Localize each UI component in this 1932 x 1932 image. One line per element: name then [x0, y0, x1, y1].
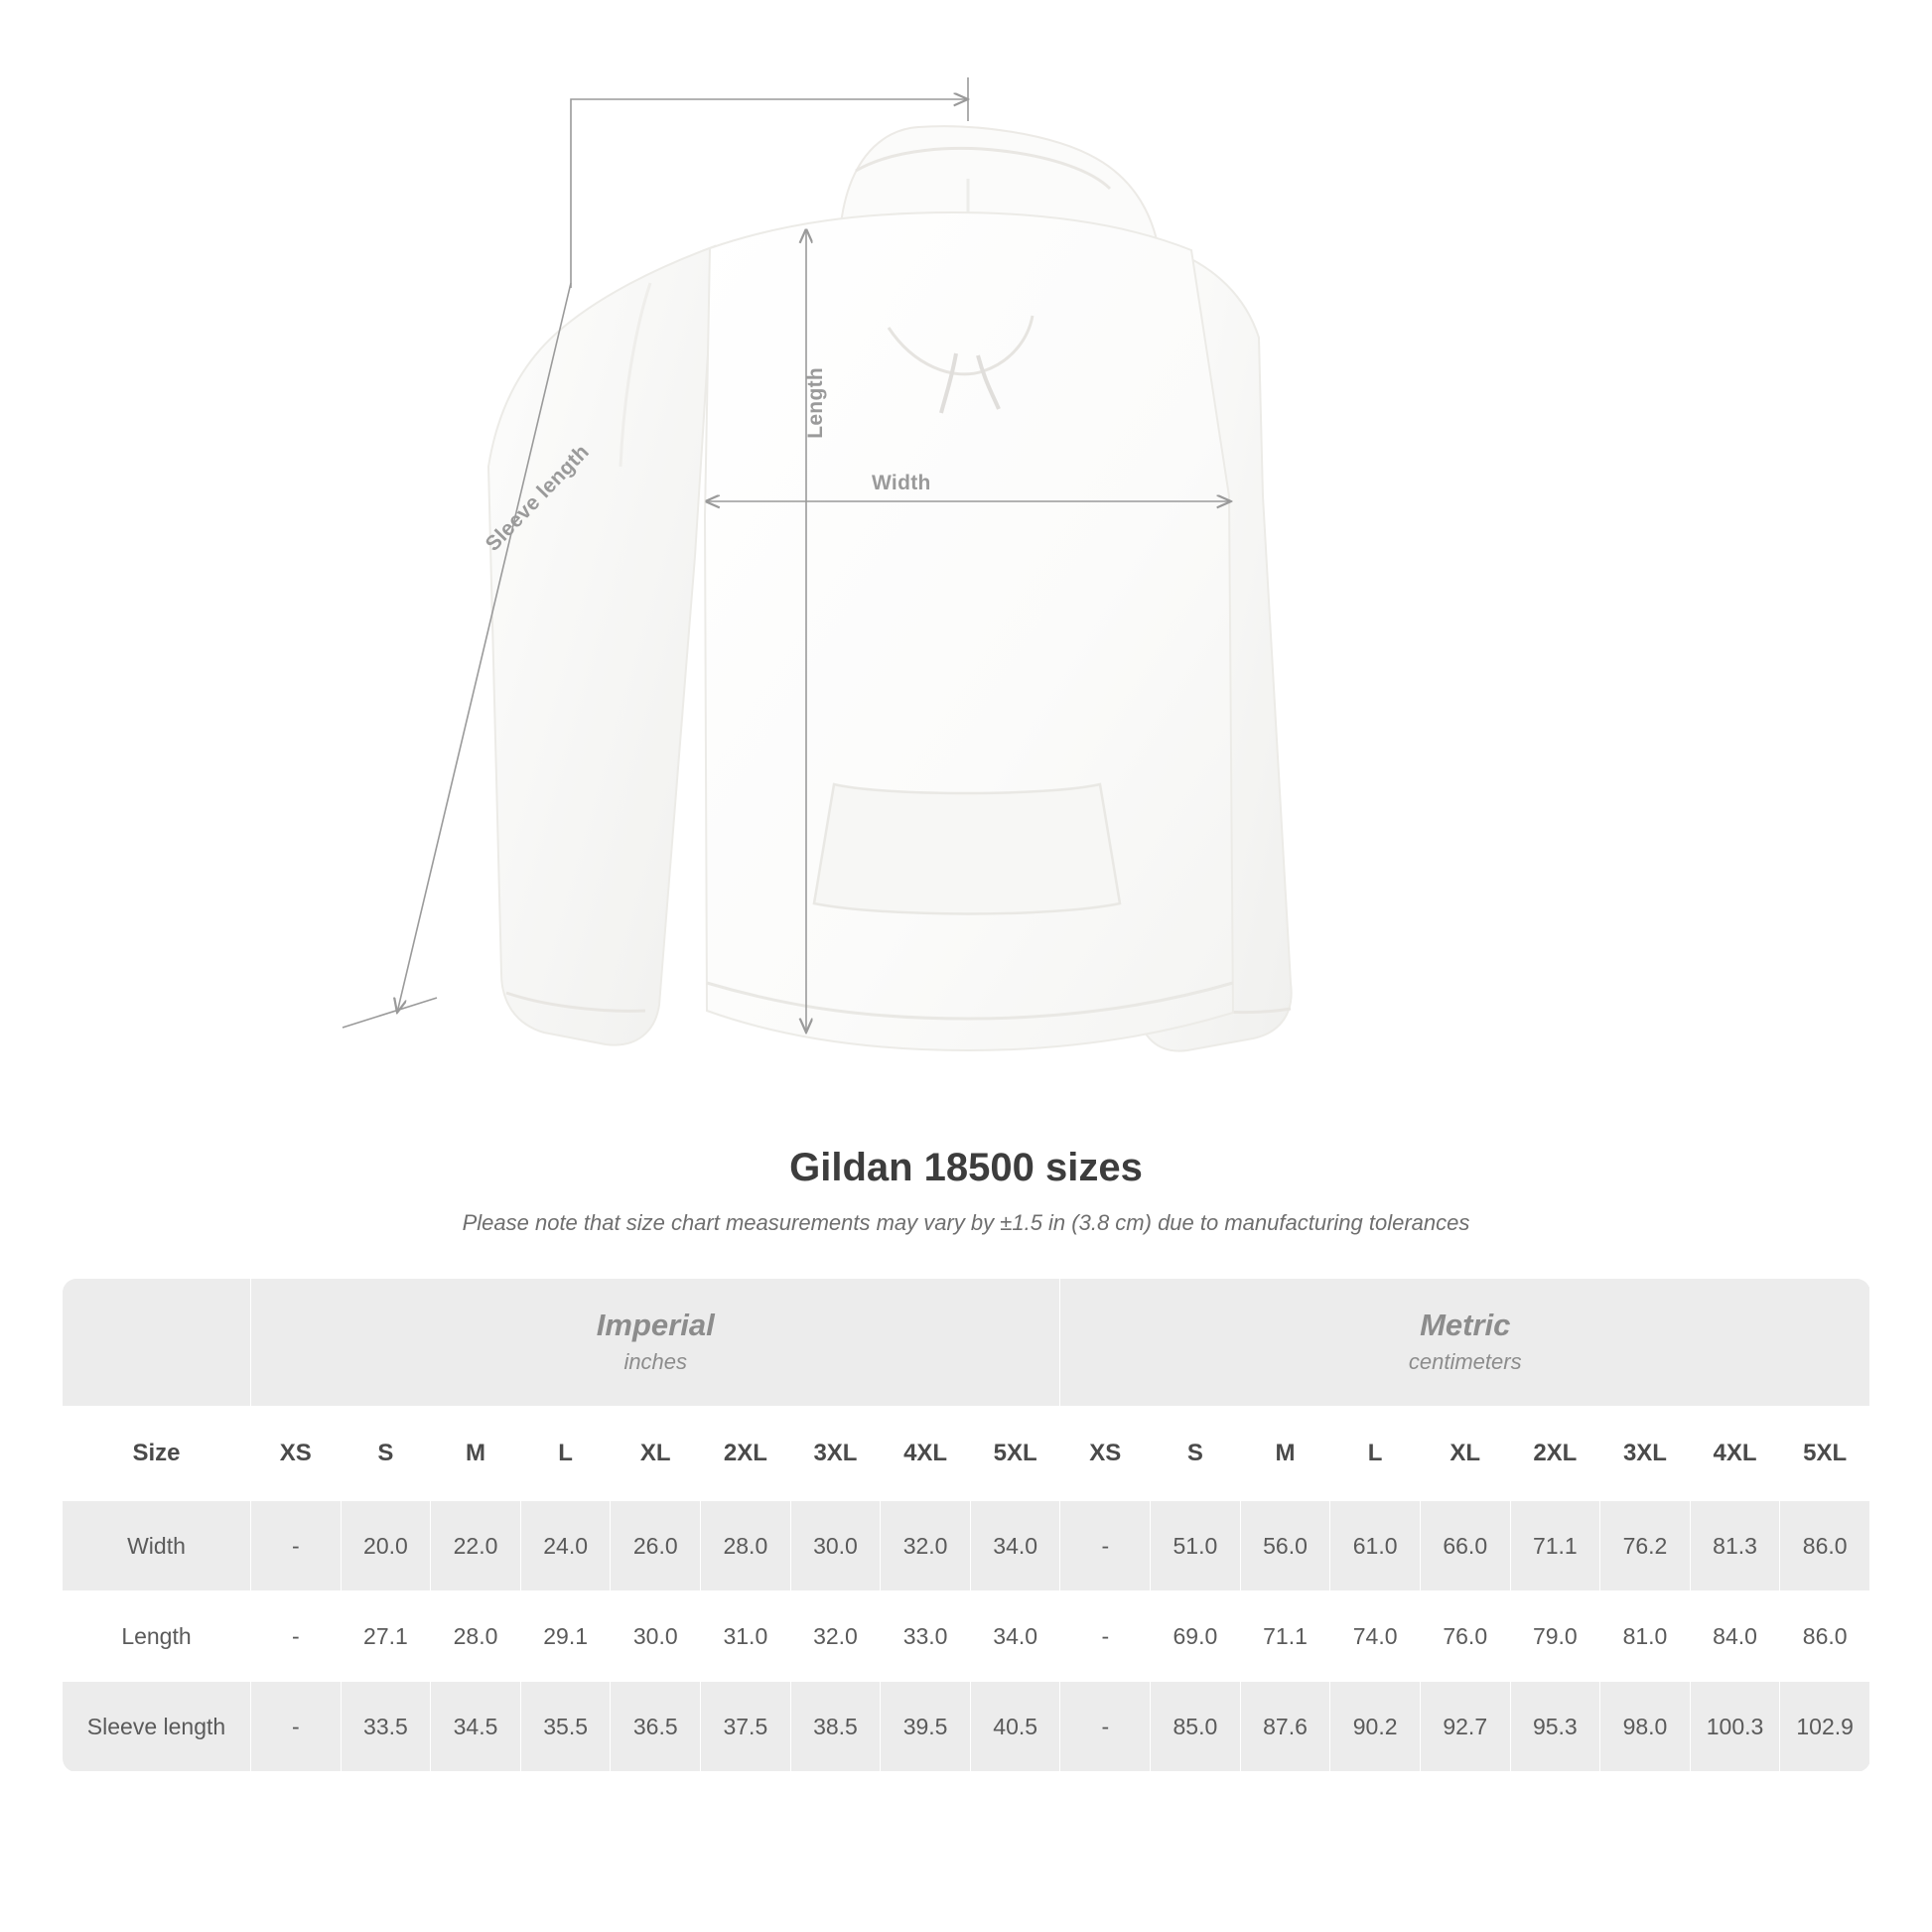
cell-length-imp-1: 27.1 [341, 1591, 431, 1682]
cell-width-met-8: 86.0 [1780, 1501, 1870, 1591]
cell-length-met-3: 74.0 [1330, 1591, 1421, 1682]
cell-sleeve-imp-4: 36.5 [611, 1682, 701, 1772]
size-cell-met-5: 2XL [1510, 1407, 1600, 1501]
cell-length-met-4: 76.0 [1420, 1591, 1510, 1682]
cell-sleeve-met-1: 85.0 [1151, 1682, 1241, 1772]
size-cell-imp-7: 4XL [881, 1407, 971, 1501]
cell-width-imp-5: 28.0 [701, 1501, 791, 1591]
cell-length-imp-2: 28.0 [431, 1591, 521, 1682]
metric-unit-name: Metric [1420, 1308, 1511, 1343]
metric-unit-cell [1060, 1279, 1870, 1407]
cell-sleeve-met-5: 95.3 [1510, 1682, 1600, 1772]
size-cell-imp-5: 2XL [701, 1407, 791, 1501]
cell-sleeve-imp-0: - [251, 1682, 342, 1772]
size-cell-imp-6: 3XL [790, 1407, 881, 1501]
cell-sleeve-met-0: - [1060, 1682, 1151, 1772]
size-cell-imp-8: 5XL [970, 1407, 1060, 1501]
table-row [63, 1591, 1870, 1682]
size-cell-met-7: 4XL [1690, 1407, 1780, 1501]
size-cell-imp-0: XS [251, 1407, 342, 1501]
cell-sleeve-imp-7: 39.5 [881, 1682, 971, 1772]
cell-sleeve-met-6: 98.0 [1600, 1682, 1691, 1772]
cell-width-met-3: 61.0 [1330, 1501, 1421, 1591]
hoodie-graphic [488, 126, 1292, 1050]
size-cell-met-2: M [1240, 1407, 1330, 1501]
cell-sleeve-imp-3: 35.5 [520, 1682, 611, 1772]
table-row [63, 1682, 1870, 1772]
tolerance-note: Please note that size chart measurements may vary by ±1.5 in (3.8 cm) due to manufacturing tolerances [462, 1210, 1470, 1235]
cell-width-imp-0: - [251, 1501, 342, 1591]
cell-sleeve-imp-6: 38.5 [790, 1682, 881, 1772]
cell-width-imp-7: 32.0 [881, 1501, 971, 1591]
row-label-length: Length [63, 1591, 251, 1682]
size-cell-met-1: S [1151, 1407, 1241, 1501]
cell-length-imp-3: 29.1 [520, 1591, 611, 1682]
cell-sleeve-met-7: 100.3 [1690, 1682, 1780, 1772]
cell-sleeve-met-3: 90.2 [1330, 1682, 1421, 1772]
cell-width-met-0: - [1060, 1501, 1151, 1591]
size-table-wrap [62, 1278, 1870, 1772]
cell-width-imp-6: 30.0 [790, 1501, 881, 1591]
cell-width-met-7: 81.3 [1690, 1501, 1780, 1591]
cell-width-met-4: 66.0 [1420, 1501, 1510, 1591]
size-cell-met-3: L [1330, 1407, 1421, 1501]
size-cell-met-4: XL [1420, 1407, 1510, 1501]
unit-corner-cell [63, 1279, 251, 1407]
length-label: Length [804, 367, 827, 439]
cell-width-imp-1: 20.0 [341, 1501, 431, 1591]
row-label-width: Width [63, 1501, 251, 1591]
cell-width-met-6: 76.2 [1600, 1501, 1691, 1591]
cell-sleeve-met-4: 92.7 [1420, 1682, 1510, 1772]
page-title: Gildan 18500 sizes [789, 1146, 1143, 1189]
cell-width-imp-8: 34.0 [970, 1501, 1060, 1591]
size-header-cell: Size [63, 1407, 251, 1501]
size-cell-imp-1: S [341, 1407, 431, 1501]
cell-width-imp-4: 26.0 [611, 1501, 701, 1591]
cell-length-imp-7: 33.0 [881, 1591, 971, 1682]
width-label: Width [872, 472, 931, 494]
imperial-unit-name: Imperial [596, 1308, 715, 1343]
size-cell-imp-3: L [520, 1407, 611, 1501]
cell-length-met-1: 69.0 [1151, 1591, 1241, 1682]
table-row [63, 1501, 1870, 1591]
size-cell-imp-2: M [431, 1407, 521, 1501]
size-table [62, 1278, 1870, 1772]
size-cell-met-8: 5XL [1780, 1407, 1870, 1501]
cell-width-imp-3: 24.0 [520, 1501, 611, 1591]
cell-length-imp-6: 32.0 [790, 1591, 881, 1682]
unit-header-row [63, 1279, 1870, 1407]
cell-length-met-2: 71.1 [1240, 1591, 1330, 1682]
cell-sleeve-imp-1: 33.5 [341, 1682, 431, 1772]
cell-length-met-5: 79.0 [1510, 1591, 1600, 1682]
metric-unit-sub: centimeters [1408, 1348, 1522, 1374]
cell-length-imp-0: - [251, 1591, 342, 1682]
size-cell-imp-4: XL [611, 1407, 701, 1501]
cell-length-met-0: - [1060, 1591, 1151, 1682]
cell-width-met-5: 71.1 [1510, 1501, 1600, 1591]
size-header-row [63, 1407, 1870, 1501]
cell-length-imp-4: 30.0 [611, 1591, 701, 1682]
cell-sleeve-imp-8: 40.5 [970, 1682, 1060, 1772]
title-block [0, 1146, 1932, 1236]
imperial-unit-sub: inches [623, 1348, 688, 1374]
size-cell-met-0: XS [1060, 1407, 1151, 1501]
row-label-sleeve-length: Sleeve length [63, 1682, 251, 1772]
cell-length-met-8: 86.0 [1780, 1591, 1870, 1682]
cell-width-met-2: 56.0 [1240, 1501, 1330, 1591]
cell-width-met-1: 51.0 [1151, 1501, 1241, 1591]
cell-length-met-6: 81.0 [1600, 1591, 1691, 1682]
cell-sleeve-met-8: 102.9 [1780, 1682, 1870, 1772]
cell-sleeve-imp-5: 37.5 [701, 1682, 791, 1772]
imperial-unit-cell [251, 1279, 1060, 1407]
cell-sleeve-imp-2: 34.5 [431, 1682, 521, 1772]
cell-length-met-7: 84.0 [1690, 1591, 1780, 1682]
cell-sleeve-met-2: 87.6 [1240, 1682, 1330, 1772]
cell-width-imp-2: 22.0 [431, 1501, 521, 1591]
cell-length-imp-5: 31.0 [701, 1591, 791, 1682]
cell-length-imp-8: 34.0 [970, 1591, 1060, 1682]
size-cell-met-6: 3XL [1600, 1407, 1691, 1501]
sleeve-length-label: Sleeve length [481, 440, 594, 556]
